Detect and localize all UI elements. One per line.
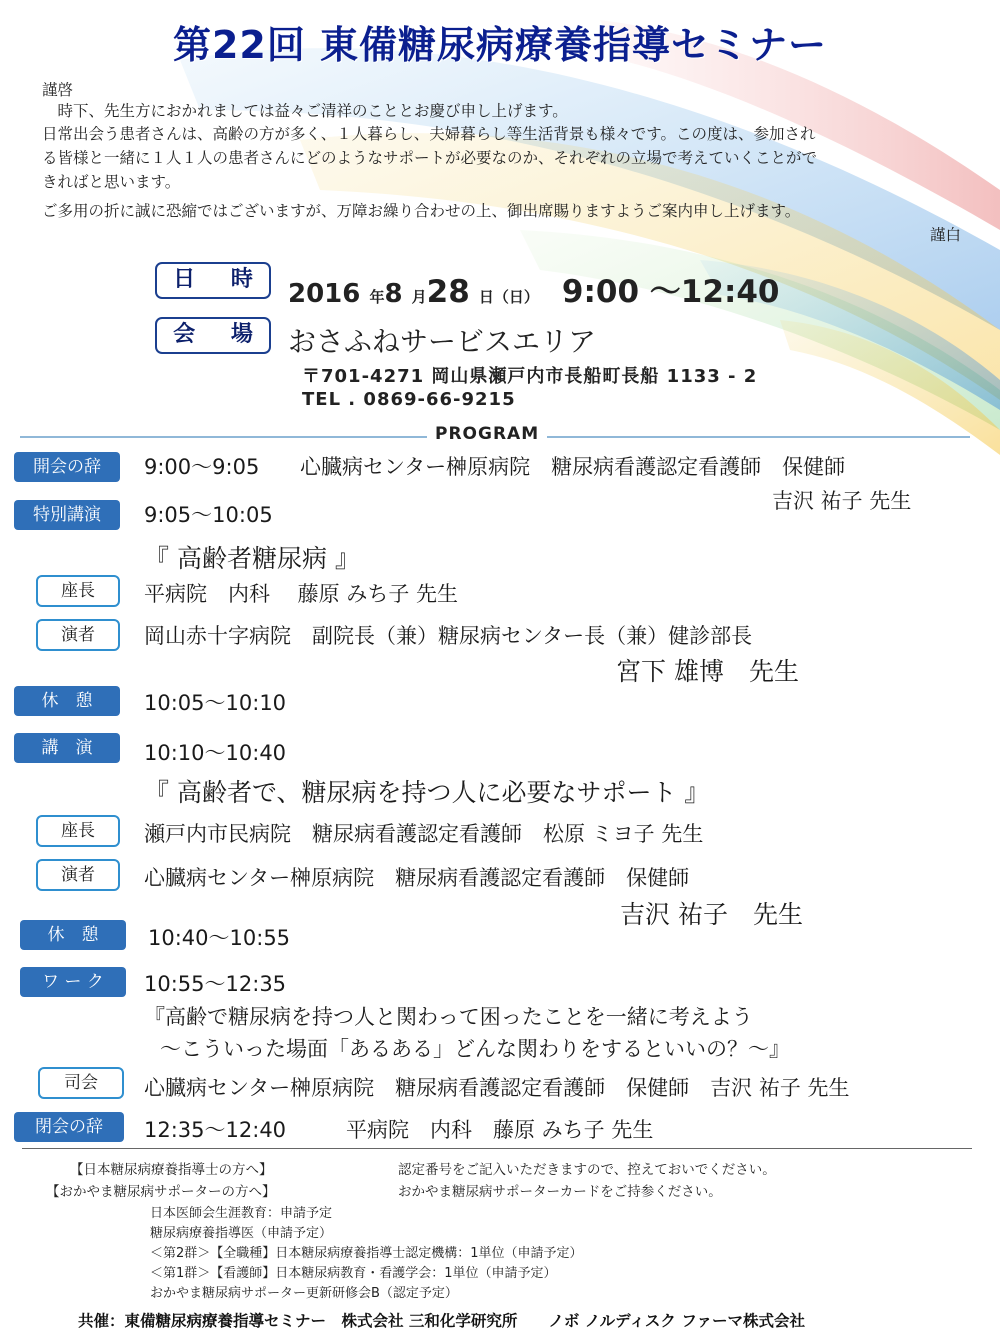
intro-line: 時下、先生方におかれましては益々ご清祥のこととお慶び申し上げます。 <box>42 102 568 120</box>
tag-chair: 座長 <box>36 815 120 847</box>
break2-time: 10:40～10:55 <box>148 926 291 950</box>
tag-closing: 閉会の辞 <box>14 1112 124 1142</box>
break1-time: 10:05～10:10 <box>144 691 287 715</box>
work-topic-line1: 『高齢で糖尿病を持つ人と関わって困ったことを一緒に考えよう <box>144 1005 753 1029</box>
event-year: 2016 <box>288 279 361 309</box>
venue-tel: TEL . 0869-66-9215 <box>302 389 516 410</box>
lecture-time: 10:10～10:40 <box>144 741 287 765</box>
tag-speaker: 演者 <box>36 619 120 651</box>
work-time: 10:55～12:35 <box>144 972 287 996</box>
special-lecture-topic: 『 高齢者糖尿病 』 <box>144 544 360 573</box>
date-label-box: 日 時 <box>155 262 271 299</box>
credit-line: ＜第2群＞【全職種】日本糖尿病療養指導士認定機構：1単位（申請予定） <box>150 1246 583 1261</box>
lecture-speaker-text: 心臓病センター榊原病院 糖尿病看護認定看護師 保健師 <box>144 866 690 890</box>
lecture-chair-text: 瀬戸内市民病院 糖尿病看護認定看護師 松原 ミヨ子 先生 <box>144 822 704 846</box>
closing-text: 平病院 内科 藤原 みち子 先生 <box>346 1118 654 1142</box>
tag-opening: 開会の辞 <box>14 452 120 482</box>
special-lecture-time: 9:05～10:05 <box>144 503 273 527</box>
special-speaker-name: 宮下 雄博 先生 <box>616 657 799 686</box>
event-month-unit: 月 <box>411 288 427 306</box>
intro-line: 日常出会う患者さんは、高齢の方が多く、１人暮らし、夫婦暮らし等生活背景も様々です。この度は、参加され <box>42 125 816 143</box>
tag-mc: 司会 <box>38 1067 124 1099</box>
special-speaker-text: 岡山赤十字病院 副院長（兼）糖尿病センター長（兼）健診部長 <box>144 624 753 648</box>
intro-closing: 謹白 <box>930 226 962 244</box>
tag-chair: 座長 <box>36 575 120 607</box>
closing-time: 12:35～12:40 <box>144 1118 287 1142</box>
credit-line: 日本医師会生涯教育：申請予定 <box>150 1206 333 1221</box>
intro-salutation: 謹啓 <box>42 81 74 99</box>
intro-line: ご多用の折に誠に恐縮ではございますが、万障お繰り合わせの上、御出席賜りますようご案内申し上げます。 <box>42 202 801 220</box>
special-chair-text: 平病院 内科 藤原 みち子 先生 <box>144 582 459 606</box>
event-year-unit: 年 <box>369 288 385 306</box>
credit-line: おかやま糖尿病サポーター更新研修会B（認定予定） <box>150 1286 458 1301</box>
footer-divider <box>22 1148 972 1149</box>
opening-text: 心臓病センター榊原病院 糖尿病看護認定看護師 保健師 <box>300 455 846 479</box>
venue-address: 〒701-4271 岡山県瀬戸内市長船町長船 1133 - 2 <box>302 366 758 387</box>
event-time: 9:00 ～12:40 <box>561 274 780 310</box>
note-supporter-heading: 【おかやま糖尿病サポーターの方へ】 <box>46 1184 276 1200</box>
sponsors: 共催：東備糖尿病療養指導セミナー 株式会社 三和化学研究所 ノボ ノルディスク ファーマ株式会社 <box>78 1312 806 1330</box>
event-date <box>288 266 779 311</box>
work-topic-line2: ～こういった場面「あるある」どんな関わりをするといいの？～』 <box>160 1037 790 1061</box>
tag-speaker: 演者 <box>36 859 120 891</box>
tag-break: 休 憩 <box>14 686 120 716</box>
mc-text: 心臓病センター榊原病院 糖尿病看護認定看護師 保健師 吉沢 祐子 先生 <box>144 1076 850 1100</box>
venue-name: おさふねサービスエリア <box>288 325 597 358</box>
credit-line: 糖尿病療養指導医（申請予定） <box>150 1226 333 1241</box>
note-cde-text: 認定番号をご記入いただきますので、控えておいでください。 <box>398 1162 776 1178</box>
event-day-unit: 日（日） <box>478 288 539 306</box>
event-day: 28 <box>426 274 470 310</box>
credit-line: ＜第1群＞【看護師】日本糖尿病教育・看護学会：1単位（申請予定） <box>150 1266 557 1281</box>
opening-name: 吉沢 祐子 先生 <box>772 489 912 513</box>
page-title: 第22回 東備糖尿病療養指導セミナー <box>172 23 828 67</box>
intro-line: きればと思います。 <box>42 173 181 191</box>
lecture-topic: 『 高齢者で、糖尿病を持つ人に必要なサポート 』 <box>144 778 710 807</box>
venue-label-box: 会 場 <box>155 317 271 354</box>
tag-special-lecture: 特別講演 <box>14 500 120 530</box>
opening-time: 9:00～9:05 <box>144 455 260 479</box>
tag-break: 休 憩 <box>20 920 126 950</box>
note-supporter-text: おかやま糖尿病サポーターカードをご持参ください。 <box>398 1184 722 1200</box>
event-month: 8 <box>384 279 403 309</box>
program-heading: PROGRAM <box>427 424 547 444</box>
tag-work: ワ ー ク <box>20 967 126 997</box>
intro-line: る皆様と一緒に１人１人の患者さんにどのようなサポートが必要なのか、それぞれの立場で考えていくことがで <box>42 149 818 167</box>
note-cde-heading: 【日本糖尿病療養指導士の方へ】 <box>70 1162 273 1178</box>
lecture-speaker-name: 吉沢 祐子 先生 <box>620 900 803 929</box>
tag-lecture: 講 演 <box>14 733 120 763</box>
